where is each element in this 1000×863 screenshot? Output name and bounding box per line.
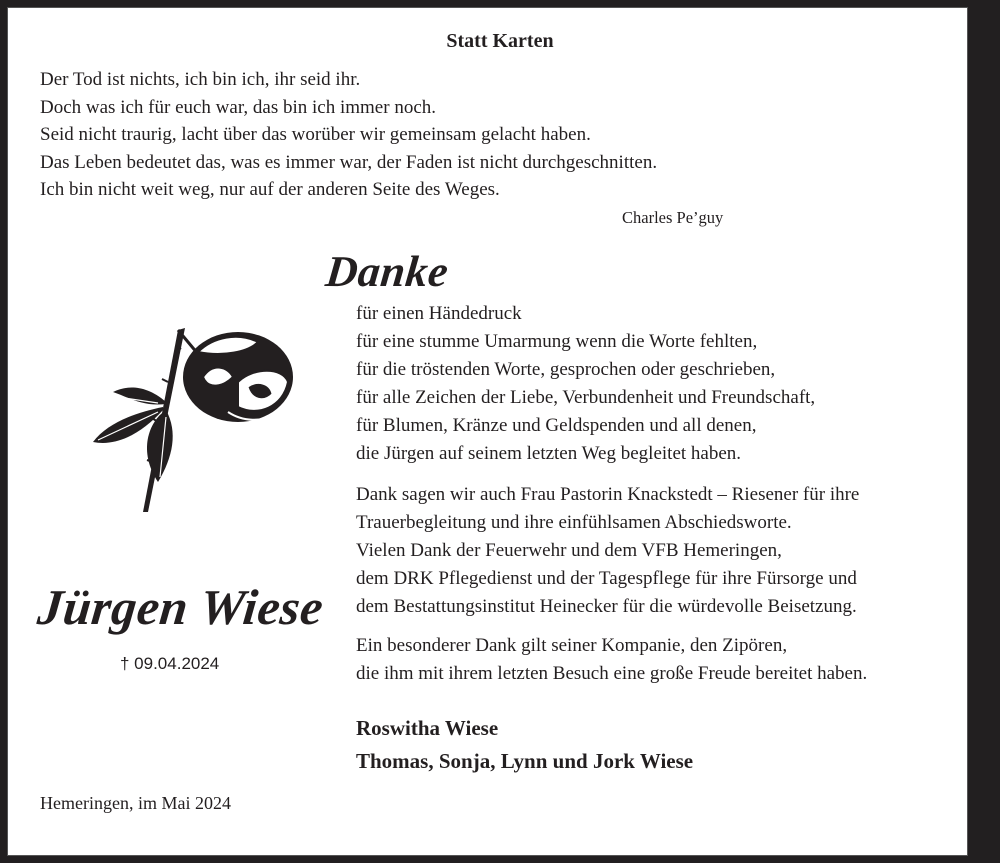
paragraph-line: Trauerbegleitung und ihre einfühlsamen Abschiedsworte. — [356, 512, 792, 533]
death-date: † 09.04.2024 — [120, 654, 220, 673]
paragraph-line: die ihm mit ihrem letzten Besuch eine große Freude bereitet haben. — [356, 663, 868, 684]
thanks-line: für alle Zeichen der Liebe, Verbundenheit und Freundschaft, — [356, 387, 816, 408]
rose-icon — [88, 282, 298, 522]
thanks-paragraph-3 — [356, 632, 867, 688]
thanks-line: die Jürgen auf seinem letzten Weg begleitet haben. — [356, 443, 742, 464]
place-date: Hemeringen, im Mai 2024 — [40, 793, 231, 813]
paragraph-line: Ein besonderer Dank gilt seiner Kompanie, den Zipören, — [356, 635, 788, 656]
poem-line: Seid nicht traurig, lacht über das worüber wir gemeinsam gelacht haben. — [40, 124, 591, 145]
thanks-paragraph-2 — [356, 481, 859, 621]
paragraph-line: dem DRK Pflegedienst und der Tagespflege für ihre Fürsorge und — [356, 568, 857, 589]
signers — [356, 712, 693, 778]
deceased-name: Jürgen Wiese — [35, 579, 327, 635]
poem-line: Doch was ich für euch war, das bin ich immer noch. — [40, 96, 437, 118]
poem — [40, 66, 657, 204]
thanks-line: für einen Händedruck — [356, 303, 522, 324]
paragraph-line: Vielen Dank der Feuerwehr und dem VFB Hemeringen, — [356, 540, 782, 561]
thanks-list — [356, 300, 815, 468]
thanks-line: für eine stumme Umarmung wenn die Worte fehlten, — [356, 331, 758, 352]
paragraph-line: dem Bestattungsinstitut Heinecker für die würdevolle Beisetzung. — [356, 596, 857, 617]
signer: Thomas, Sonja, Lynn und Jork Wiese — [356, 749, 694, 773]
poem-line: Der Tod ist nichts, ich bin ich, ihr seid ihr. — [40, 69, 361, 90]
poem-line: Das Leben bedeutet das, was es immer war, der Faden ist nicht durchgeschnitten. — [40, 151, 658, 173]
paragraph-line: Dank sagen wir auch Frau Pastorin Knackstedt – Riesener für ihre — [356, 484, 860, 505]
poem-author: Charles Pe’guy — [622, 208, 724, 227]
heading-statt-karten: Statt Karten — [446, 30, 554, 52]
poem-line: Ich bin nicht weit weg, nur auf der anderen Seite des Weges. — [40, 179, 500, 200]
thanks-title: Danke — [323, 247, 451, 296]
thanks-line: für die tröstenden Worte, gesprochen oder geschrieben, — [356, 359, 776, 380]
signer: Roswitha Wiese — [356, 716, 499, 740]
thanks-line: für Blumen, Kränze und Geldspenden und all denen, — [356, 415, 757, 436]
